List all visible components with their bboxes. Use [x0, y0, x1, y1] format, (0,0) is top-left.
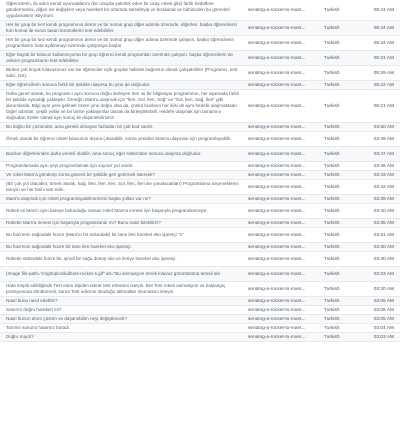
language-label: Turkish: [324, 7, 340, 13]
translation-text: Tanımlı sonunu hatamız buradı.: [6, 324, 71, 330]
translation-text: Bazıları diğerlerinden daha verimli olabilir, ama sonuç eğer sistemden sonuca ulaşırsa doğrudur.: [6, 150, 202, 156]
timestamp: 03:05 AM: [373, 316, 394, 322]
table-row[interactable]: [0, 315, 400, 324]
timestamp: 03:20 AM: [373, 286, 394, 292]
source-slug[interactable]: sending-a-rocket-to-mars...: [248, 55, 306, 61]
table-row[interactable]: [0, 132, 400, 147]
timestamp: 03:31 AM: [373, 232, 394, 238]
translation-text: Bu hücrenin sağındaki hücre bir tane ileri hareket eko işaretçi.: [6, 243, 132, 249]
language-label: Turkish: [324, 196, 340, 202]
source-slug[interactable]: sending-a-rocket-to-mars...: [248, 25, 306, 31]
timestamp: 03:40 AM: [373, 208, 394, 214]
language-label: Turkish: [324, 124, 340, 130]
source-slug[interactable]: sending-a-rocket-to-mars...: [248, 70, 306, 76]
language-label: Turkish: [324, 40, 340, 46]
translation-text: Mars'a ulaşmak için roketi programlayabilmemizin başka yolları var mı?: [6, 195, 151, 201]
source-slug[interactable]: sending-a-rocket-to-mars...: [248, 196, 306, 202]
timestamp: 05:41 AM: [373, 7, 394, 13]
source-slug[interactable]: sending-a-rocket-to-mars...: [248, 298, 306, 304]
translation-text: Daha genel olarak, bu programcı aynı sonuca doğru ilerleyen tüm ve bir bilgisayar programının, her aşamada farklı bir şekilde oynadığı yaklaşılır. Örneğin Mars'a ulaşmak için "İleri, Sol, İleri, Sağ" ve "Sol, İleri, Sağ, İleri" gibi durumlarda. Bilgi aynı yere gelmek üzere yine doğru olsa da, çünkü bunların her ikisi de aynı hedefe ulaşmaktadır. Diğer adımlar, çeşitli yollar ve bir birine yaklaşımlar olarak da birleştirilebilir. Hedefe ulaşmak için tamamını doğrudan özetle olarak ayrı sonuç ile düşünebilirsiniz.: [6, 90, 240, 121]
table-row[interactable]: [0, 0, 400, 21]
timestamp: 03:46 AM: [373, 163, 394, 169]
timestamp: 03:49 AM: [373, 136, 394, 142]
table-row[interactable]: [0, 204, 400, 219]
table-row[interactable]: [0, 123, 400, 132]
source-slug[interactable]: sending-a-rocket-to-mars...: [248, 184, 306, 190]
source-slug[interactable]: sending-a-rocket-to-mars...: [248, 256, 306, 262]
language-label: Turkish: [324, 316, 340, 322]
source-slug[interactable]: sending-a-rocket-to-mars...: [248, 124, 306, 130]
source-slug[interactable]: sending-a-rocket-to-mars...: [248, 286, 306, 292]
translation-text: Sanırım doğru hareketi mi?: [6, 306, 62, 312]
table-row[interactable]: [0, 219, 400, 228]
source-slug[interactable]: sending-a-rocket-to-mars...: [248, 316, 306, 322]
source-slug[interactable]: sending-a-rocket-to-mars...: [248, 271, 306, 277]
table-row[interactable]: [0, 267, 400, 282]
timestamp: 03:30 AM: [373, 256, 394, 262]
timestamp: 03:30 AM: [373, 244, 394, 250]
language-label: Turkish: [324, 55, 340, 61]
translation-text: Nasıl buna nasıl edebilir?: [6, 297, 58, 303]
source-slug[interactable]: sending-a-rocket-to-mars...: [248, 40, 306, 46]
language-label: Turkish: [324, 103, 340, 109]
timestamp: 03:03 AM: [373, 334, 394, 340]
language-label: Turkish: [324, 307, 340, 313]
timestamp: 03:06 AM: [373, 307, 394, 313]
language-label: Turkish: [324, 298, 340, 304]
translation-text: (Bir çok yol olacaktır, örnek olarak, Sağ, İleri, İleri, İleri, Sol, İleri, İleri ise yanalacakları) Programlama seçeneklerini tanıyın ve her birini test edin.: [6, 180, 239, 192]
timestamp: 03:04 AM: [373, 325, 394, 331]
translation-text: Eğer büyük bir kılavuz kullanmıyorsa bir grup öğrenci kendi programları üzerinde çalışsın, başka öğrencilerin de onların programlarını test edebilirler.: [6, 51, 233, 63]
translation-text: Doğru mıydı?: [6, 333, 34, 339]
language-label: Turkish: [324, 163, 340, 169]
translation-text: Programlamada aynı şeyi programlamak için sayısız yol vardır.: [6, 162, 134, 168]
translation-text: Roketi ve Mars'ı aynı kareye bulunduğu zaman roket Mars'a inmesi için başarıyla programlanmıştır.: [6, 207, 208, 213]
language-label: Turkish: [324, 151, 340, 157]
timestamp: 03:50 AM: [373, 124, 394, 130]
language-label: Turkish: [324, 286, 340, 292]
source-slug[interactable]: sending-a-rocket-to-mars...: [248, 172, 306, 178]
language-label: Turkish: [324, 172, 340, 178]
translation-text: Roketin üstündeki hücre bir, şimdi bir sağa dönüş oko ve ileriye hareket oku işaretçi.: [6, 255, 177, 261]
language-label: Turkish: [324, 325, 340, 331]
table-row[interactable]: [0, 243, 400, 252]
timestamp: 05:34 AM: [373, 40, 394, 46]
table-row[interactable]: [0, 324, 400, 333]
translation-text: Örnek olarak bir öğrenci roketi kılavuzun dışına çıkarabilir, sonra yeniden Mars'a ulaşması için programlayabilir.: [6, 135, 232, 141]
translation-text: Birden çok küçük kılavuzunuz var ise öğrenciler üçlü gruplar halinde bağımsız olarak çalışabilirler (Programcı, test edici, bot).: [6, 66, 238, 78]
source-slug[interactable]: sending-a-rocket-to-mars...: [248, 163, 306, 169]
timestamp: 03:42 AM: [373, 184, 394, 190]
translation-text: (Image file-path="img/topics/kidbots-rocket-4.gif" alt="Bu animasyon örnek kılavuz görüntüsünü temsil ale.: [6, 270, 222, 276]
timestamp: 05:31 AM: [373, 55, 394, 61]
language-label: Turkish: [324, 82, 340, 88]
language-label: Turkish: [324, 256, 340, 262]
source-slug[interactable]: sending-a-rocket-to-mars...: [248, 7, 306, 13]
table-row[interactable]: [0, 21, 400, 36]
table-row[interactable]: [0, 195, 400, 204]
timestamp: 03:47 AM: [373, 151, 394, 157]
language-label: Turkish: [324, 232, 340, 238]
language-label: Turkish: [324, 136, 340, 142]
language-label: Turkish: [324, 271, 340, 277]
source-slug[interactable]: sending-a-rocket-to-mars...: [248, 325, 306, 331]
translation-text: Eğer öğrencilerin sonuca farklı bir şekilde ulaşırsa bu yine de doğrudur.: [6, 81, 151, 87]
timestamp: 05:29 AM: [373, 70, 394, 76]
language-label: Turkish: [324, 334, 340, 340]
table-row[interactable]: [0, 171, 400, 180]
table-row[interactable]: [0, 66, 400, 81]
source-slug[interactable]: sending-a-rocket-to-mars...: [248, 307, 306, 313]
timestamp: 05:34 AM: [373, 25, 394, 31]
timestamp: 05:21 AM: [373, 103, 394, 109]
source-slug[interactable]: sending-a-rocket-to-mars...: [248, 208, 306, 214]
translation-text: Her bir grup bir kez kendi programının demir ve bir somut grup diğer adıma üzerinde çalışsın, başka öğrencilerin programlarını hata ayıklamayı üzerinde çalışmaya başlar: [6, 36, 235, 48]
source-slug[interactable]: sending-a-rocket-to-mars...: [248, 334, 306, 340]
table-row[interactable]: [0, 333, 400, 342]
translation-text: Her bir grup bir kez kendi programının demir ve bir somut grup diğer adımla üzerinde, diğerleri. başka öğrencilerin tüm komut ile sorun tasarı kontrollerini test edebilirler.: [6, 21, 238, 33]
translation-text: Nasıl bunun ahım çözüm ve düşünebilim neyi değiştirecek?: [6, 315, 127, 321]
language-label: Turkish: [324, 220, 340, 226]
timestamp: 03:35 AM: [373, 220, 394, 226]
source-slug[interactable]: sending-a-rocket-to-mars...: [248, 232, 306, 238]
table-row[interactable]: [0, 297, 400, 306]
translation-text: Hata tespiti edildiğinde Test eden kişiden tekrar test etmesini isteyin. Bot Test roketi animasyon ve başlangıç pozisyonuna döndürmeli, sonra Test edicinin okuduğu talimatları okumasını isteyin.: [6, 282, 226, 294]
translation-text: Bu hücrenin sağındaki hücre (Mars'ın bir solundaki) bir tane ileri hareket eko işaretçi "1": [6, 231, 184, 237]
table-row[interactable]: [0, 147, 400, 162]
table-row[interactable]: [0, 90, 400, 123]
source-slug[interactable]: sending-a-rocket-to-mars...: [248, 82, 306, 88]
language-label: Turkish: [324, 208, 340, 214]
language-label: Turkish: [324, 244, 340, 250]
table-row[interactable]: [0, 162, 400, 171]
timestamp: 03:43 AM: [373, 172, 394, 178]
translation-text: Öğrencilerin, iki adım kendi oyuncaklarını (bir uzayda yakınlık eden bir uzay roketi gibi) farklı hedeflere göndermesini, diğeri ise değişken veya hareketi bir ortamda sürükleyip ve bırakarak ve birbirinden bu görevleri uygulamasını istiyorum.: [6, 0, 230, 19]
translation-text: Roketin Mars'a inmesi için başarıyla programlandı mı? Bunu nasıl bilebiliriz?: [6, 219, 161, 225]
table-row[interactable]: [0, 51, 400, 66]
table-row[interactable]: [0, 180, 400, 195]
table-row[interactable]: [0, 36, 400, 51]
table-row[interactable]: [0, 252, 400, 267]
source-slug[interactable]: sending-a-rocket-to-mars...: [248, 151, 306, 157]
translation-text: Bu doğru bir çözümdür, ama gerekli olmayan fazladan bir çok kod vardır.: [6, 123, 154, 129]
source-slug[interactable]: sending-a-rocket-to-mars...: [248, 244, 306, 250]
translation-text: Ve roket Mars'a gönderip zorna güvenli bir şekilde geri getirmek istersek?: [6, 171, 155, 177]
timestamp: 03:06 AM: [373, 298, 394, 304]
language-label: Turkish: [324, 184, 340, 190]
timestamp: 03:39 AM: [373, 196, 394, 202]
table-row[interactable]: [0, 282, 400, 297]
language-label: Turkish: [324, 70, 340, 76]
source-slug[interactable]: sending-a-rocket-to-mars...: [248, 136, 306, 142]
table-row[interactable]: [0, 228, 400, 243]
table-row[interactable]: [0, 306, 400, 315]
source-slug[interactable]: sending-a-rocket-to-mars...: [248, 220, 306, 226]
timestamp: 03:23 AM: [373, 271, 394, 277]
source-slug[interactable]: sending-a-rocket-to-mars...: [248, 103, 306, 109]
timestamp: 05:22 AM: [373, 82, 394, 88]
language-label: Turkish: [324, 25, 340, 31]
